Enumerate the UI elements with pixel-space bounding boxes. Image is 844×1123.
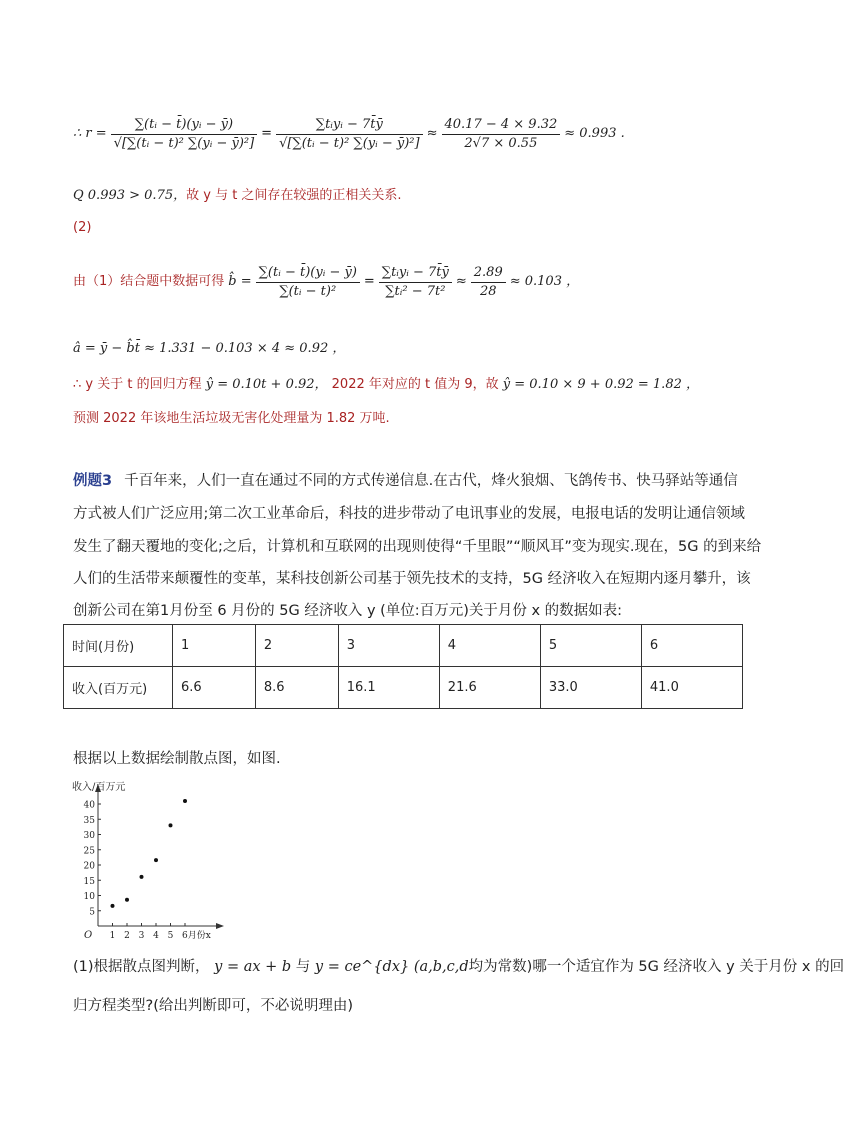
r-frac2-denominator: √[∑(tᵢ − t̄)² ∑(yᵢ − ȳ)²] bbox=[279, 135, 420, 151]
r-frac3-denominator: 2√7 × 0.55 bbox=[464, 135, 538, 151]
table-header-revenue: 收入(百万元) bbox=[64, 667, 173, 709]
example3-text-1: 千百年来，人们一直在通过不同的方式传递信息.在古代，烽火狼烟、飞鸽传书、快马驿站等通信 bbox=[124, 473, 738, 489]
revenue-table bbox=[63, 624, 743, 709]
y-tick-label: 15 bbox=[83, 876, 95, 887]
correlation-conclusion bbox=[73, 187, 402, 205]
r-fraction-3 bbox=[442, 116, 561, 153]
x-axis-label: 6月份x bbox=[182, 931, 211, 941]
table-cell: 5 bbox=[540, 625, 641, 667]
question1-line-2: 归方程类型?(给出判断即可，不必说明理由) bbox=[73, 998, 354, 1014]
table-cell: 4 bbox=[439, 625, 540, 667]
question1-model-linear: y = ax + b bbox=[214, 959, 292, 975]
r-fraction-1 bbox=[111, 116, 258, 153]
table-cell: 2 bbox=[255, 625, 338, 667]
y-tick-label: 10 bbox=[83, 892, 95, 902]
table-cell: 1 bbox=[173, 625, 256, 667]
b-fraction-3 bbox=[471, 264, 506, 301]
r-formula-line bbox=[73, 104, 625, 164]
question1-suffix: 均为常数)哪一个适宜作为 5G 经济收入 y 关于月份 x 的回 bbox=[468, 959, 844, 975]
scatter-point bbox=[140, 875, 144, 879]
y-tick-label: 5 bbox=[89, 907, 95, 918]
r-frac1-denominator: √[∑(tᵢ − t̄)² ∑(yᵢ − ȳ)²] bbox=[113, 135, 255, 151]
approx-sign-2: ≈ bbox=[455, 274, 467, 289]
regression-line bbox=[73, 376, 699, 394]
regression-equation: ŷ = 0.10t + 0.92， bbox=[205, 377, 328, 392]
equals-sign-2: = bbox=[363, 274, 375, 289]
b-hat-intro: 由（1）结合题中数据可得 bbox=[73, 274, 225, 289]
table-cell: 16.1 bbox=[338, 667, 439, 709]
example3-line-5: 创新公司在第1月份至 6 月份的 5G 经济收入 y (单位:百万元)关于月份 x 的数据如表: bbox=[73, 603, 623, 619]
conclusion-condition: Q 0.993 > 0.75， bbox=[73, 188, 187, 203]
table-cell: 3 bbox=[338, 625, 439, 667]
scatter-intro: 根据以上数据绘制散点图，如图. bbox=[73, 751, 281, 767]
question1-model-exp: y = ce^{dx} bbox=[314, 959, 410, 975]
r-result: ≈ 0.993 . bbox=[564, 126, 625, 141]
r-frac1-numerator: ∑(tᵢ − t̄)(yᵢ − ȳ) bbox=[111, 116, 258, 135]
b-fraction-2 bbox=[379, 264, 452, 301]
table-row-month bbox=[64, 625, 743, 667]
y-tick-label: 20 bbox=[83, 861, 95, 872]
x-tick-label: 3 bbox=[138, 931, 145, 941]
b-hat-formula-line bbox=[73, 252, 579, 312]
r-fraction-2 bbox=[276, 116, 423, 153]
a-hat-line: â = ȳ − b̂t̄ ≈ 1.331 − 0.103 × 4 ≈ 0.92 ， bbox=[73, 341, 346, 356]
example3-line-2: 方式被人们广泛应用;第二次工业革命后，科技的进步带动了电讯事业的发展，电报电话的发明让通信领域 bbox=[73, 506, 745, 522]
regression-prefix: ∴ y 关于 t 的回归方程 bbox=[73, 377, 202, 392]
scatter-point bbox=[125, 898, 129, 902]
equals-sign: = bbox=[261, 126, 273, 141]
b-hat-symbol: b̂ = bbox=[228, 274, 252, 289]
table-cell: 6 bbox=[641, 625, 742, 667]
regression-year-text: 2022 年对应的 t 值为 9，故 bbox=[331, 377, 499, 392]
scatter-point bbox=[169, 823, 173, 827]
b-frac3-denominator: 28 bbox=[479, 283, 497, 299]
b-hat-result: ≈ 0.103 ， bbox=[509, 274, 580, 289]
r-frac2-numerator: ∑tᵢyᵢ − 7t̄ȳ bbox=[276, 116, 423, 135]
example3-line-3: 发生了翻天覆地的变化;之后，计算机和互联网的出现则使得“千里眼”“顺风耳”变为现实.现在，5G 的到来给 bbox=[73, 539, 762, 555]
question1-constants: (a,b,c,d bbox=[413, 959, 469, 975]
y-tick-label: 25 bbox=[83, 846, 95, 857]
b-frac1-numerator: ∑(tᵢ − t̄)(yᵢ − ȳ) bbox=[256, 264, 360, 283]
y-axis-label: 收入/百万元 bbox=[72, 782, 126, 793]
prediction-text: 预测 2022 年该地生活垃圾无害化处理量为 1.82 万吨. bbox=[73, 411, 390, 426]
example3-line-1 bbox=[73, 471, 738, 491]
table-cell: 6.6 bbox=[173, 667, 256, 709]
x-tick-label: 5 bbox=[167, 931, 174, 941]
x-tick-label: 4 bbox=[153, 931, 159, 941]
table-cell: 33.0 bbox=[540, 667, 641, 709]
table-cell: 21.6 bbox=[439, 667, 540, 709]
part2-label: (2) bbox=[73, 220, 92, 235]
b-frac2-numerator: ∑tᵢyᵢ − 7t̄ȳ bbox=[379, 264, 452, 283]
y-tick-label: 30 bbox=[83, 831, 95, 841]
regression-year-value: ŷ = 0.10 × 9 + 0.92 = 1.82 ， bbox=[502, 377, 699, 392]
table-cell: 8.6 bbox=[255, 667, 338, 709]
b-frac2-denominator: ∑tᵢ² − 7t̄² bbox=[385, 283, 446, 299]
conclusion-text: 故 y 与 t 之间存在较强的正相关关系. bbox=[186, 188, 402, 203]
y-tick-label: 35 bbox=[83, 815, 95, 826]
b-frac3-numerator: 2.89 bbox=[471, 264, 506, 283]
scatter-point bbox=[111, 904, 115, 908]
origin-label: O bbox=[84, 930, 93, 941]
example3-label: 例题3 bbox=[73, 473, 113, 489]
b-fraction-1 bbox=[256, 264, 360, 301]
y-tick-label: 40 bbox=[83, 800, 95, 811]
r-prefix: ∴ r = bbox=[73, 126, 107, 141]
scatter-plot bbox=[70, 776, 230, 944]
table-header-month: 时间(月份) bbox=[64, 625, 173, 667]
x-tick-label: 1 bbox=[109, 931, 116, 941]
question1-between: 与 bbox=[295, 959, 311, 975]
x-tick-label: 2 bbox=[124, 931, 130, 941]
scatter-point bbox=[154, 858, 158, 862]
question1-prefix: (1)根据散点图判断， bbox=[73, 959, 210, 975]
r-frac3-numerator: 40.17 − 4 × 9.32 bbox=[442, 116, 561, 135]
example3-line-4: 人们的生活带来颠覆性的变革，某科技创新公司基于领先技术的支持，5G 经济收入在短期内逐月攀升，该 bbox=[73, 571, 751, 587]
x-axis-arrow bbox=[216, 923, 224, 929]
table-row-revenue bbox=[64, 667, 743, 709]
table-cell: 41.0 bbox=[641, 667, 742, 709]
question1-line-1 bbox=[73, 957, 844, 977]
b-frac1-denominator: ∑(tᵢ − t̄)² bbox=[279, 283, 337, 299]
scatter-point bbox=[183, 799, 187, 803]
approx-sign: ≈ bbox=[426, 126, 438, 141]
